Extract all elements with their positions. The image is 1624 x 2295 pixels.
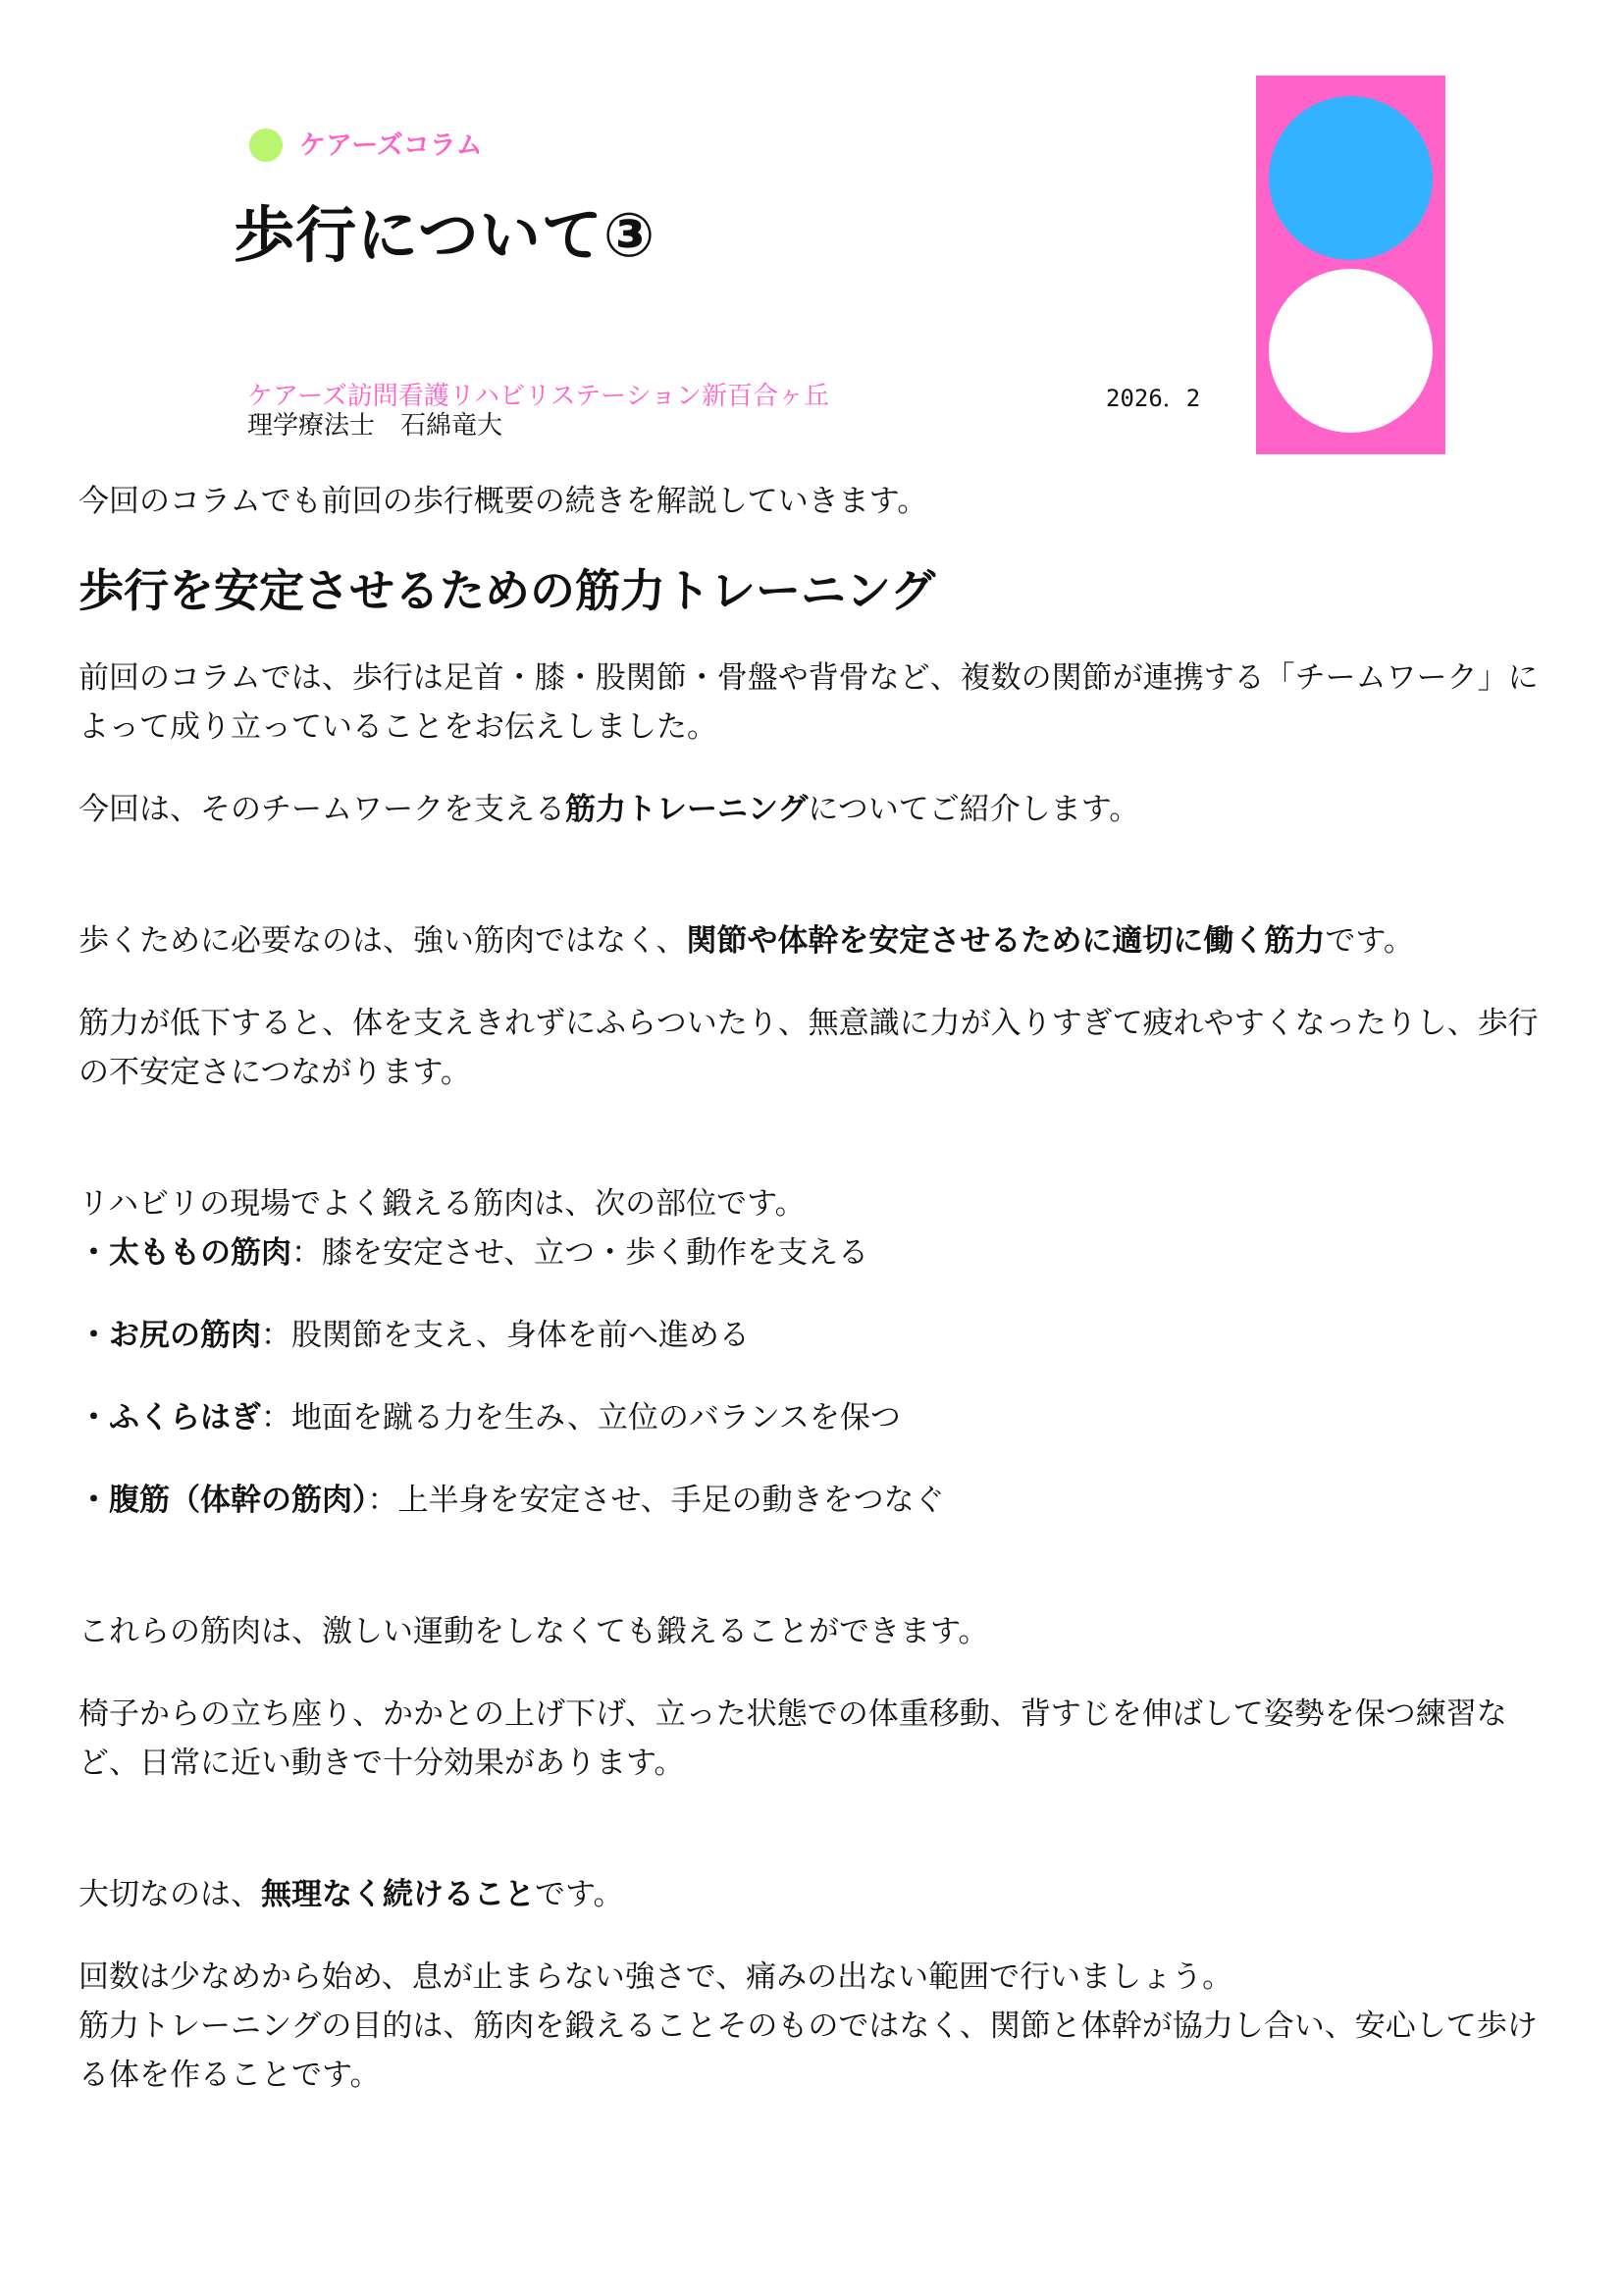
list-item [79, 1311, 1560, 1360]
organization-name: ケアーズ訪問看護リハビリステーション新百合ヶ丘 [247, 382, 830, 411]
list-item [79, 1476, 1560, 1525]
muscle-desc: ：膝を安定させ、立つ・歩く動作を支える [291, 1235, 869, 1271]
paragraph: 回数は少なめから始め、息が止まらない強さで、痛みの出ない範囲で行いましょう。 [79, 1959, 1233, 1995]
list-item [79, 1228, 1560, 1278]
paragraph: 筋力が低下すると、体を支えきれずにふらついたり、無意識に力が入りすぎて疲れやすくなったりし、歩行の不安定さにつながります。 [79, 1006, 1539, 1090]
muscle-desc: ：地面を蹴る力を生み、立位のバランスを保つ [261, 1400, 901, 1435]
text: についてご紹介します。 [808, 792, 1140, 827]
paragraph [79, 785, 1560, 834]
decorative-panel [1256, 76, 1445, 454]
paragraph: 筋力トレーニングの目的は、筋肉を鍛えることそのものではなく、関節と体幹が協力し合い、安心して歩ける体を作ることです。 [79, 2008, 1538, 2093]
muscle-desc: ：上半身を安定させ、手足の動きをつなぐ [367, 1483, 945, 1518]
emphasis: 無理なく続けること [261, 1877, 535, 1912]
muscle-name: ・ふくらはぎ [79, 1400, 261, 1435]
publish-date: 2026．2 [1106, 385, 1201, 412]
emphasis: 関節や体幹を安定させるために適切に働く筋力 [686, 923, 1326, 959]
paragraph: 前回のコラムでは、歩行は足首・膝・股関節・骨盤や背骨など、複数の関節が連携する「チームワーク」によって成り立っていることをお伝えしました。 [79, 660, 1539, 745]
muscle-name: ・腹筋（体幹の筋肉） [79, 1483, 368, 1518]
muscle-name: ・太ももの筋肉 [79, 1235, 291, 1271]
page-title: 歩行について③ [234, 199, 656, 271]
muscle-name: ・お尻の筋肉 [79, 1318, 261, 1353]
paragraph: 椅子からの立ち座り、かかとの上げ下げ、立った状態での体重移動、背すじを伸ばして姿勢を保つ練習など、日常に近い動きで十分効果があります。 [79, 1696, 1507, 1781]
text: 今回は、そのチームワークを支える [79, 792, 565, 827]
paragraph: リハビリの現場でよく鍛える筋肉は、次の部位です。 [79, 1186, 806, 1222]
text: 大切なのは、 [79, 1877, 261, 1912]
category-dot [249, 129, 283, 162]
white-circle [1269, 269, 1433, 433]
emphasis: 筋力トレーニング [565, 792, 809, 827]
muscle-desc: ：股関節を支え、身体を前へ進める [261, 1318, 750, 1353]
text: です。 [535, 1877, 624, 1912]
column-category: ケアーズコラム [299, 130, 483, 161]
intro-paragraph: 今回のコラムでも前回の歩行概要の続きを解説していきます。 [79, 484, 928, 519]
author-name: 理学療法士 石綿竜大 [247, 411, 503, 441]
paragraph [79, 1870, 1560, 1919]
list-item [79, 1393, 1560, 1442]
text: 歩くために必要なのは、強い筋肉ではなく、 [79, 923, 687, 959]
text: です。 [1325, 923, 1414, 959]
article-body [79, 477, 1560, 2100]
paragraph: これらの筋肉は、激しい運動をしなくても鍛えることができます。 [79, 1614, 989, 1649]
section-heading: 歩行を安定させるための筋力トレーニング [79, 564, 936, 617]
paragraph [79, 916, 1560, 965]
blue-circle [1269, 96, 1433, 260]
